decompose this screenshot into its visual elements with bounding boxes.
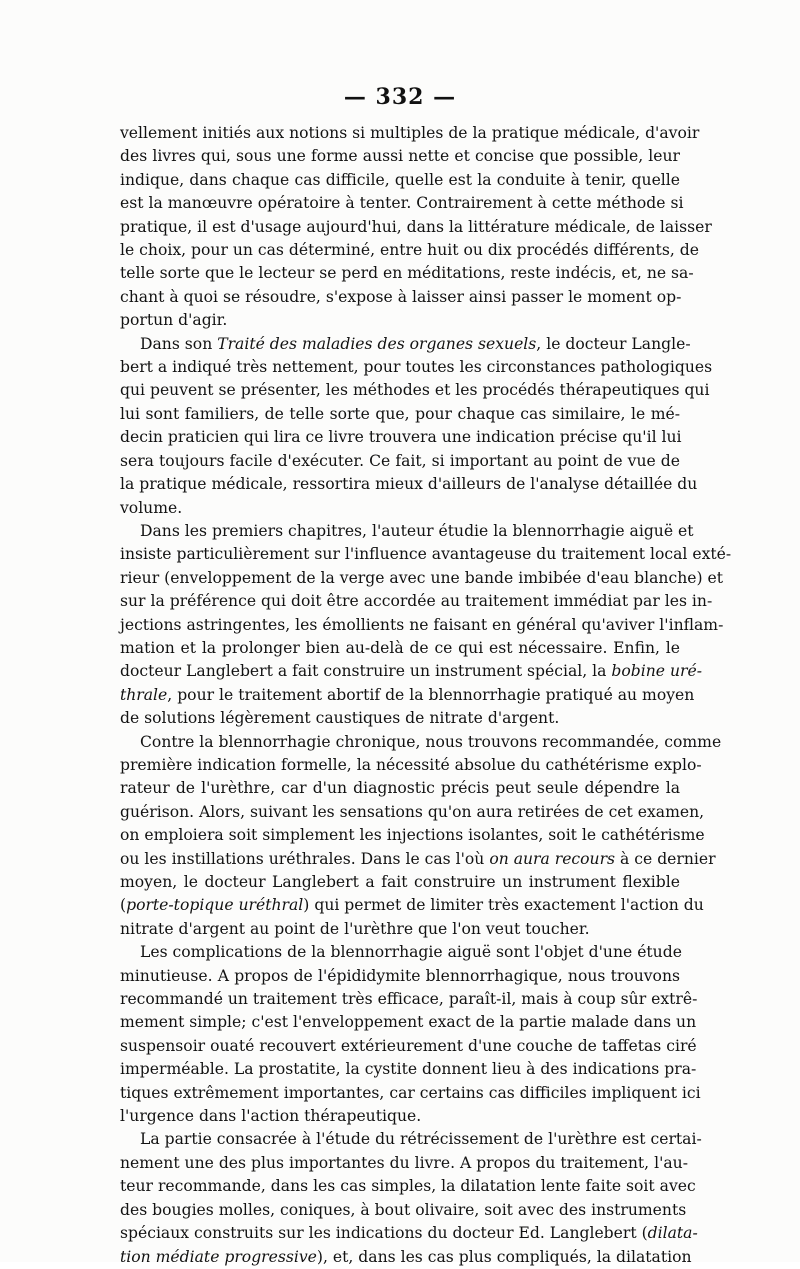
text-line: insiste particulièrement sur l'influence avantageuse du traitement local exté- bbox=[120, 545, 732, 564]
text-line: sera toujours facile d'exécuter. Ce fait, si important au point de vue de bbox=[120, 451, 680, 470]
text-line: moyen, le docteur Langlebert a fait construire un instrument flexible bbox=[120, 873, 680, 891]
text-line: recommandé un traitement très efficace, paraît-il, mais à coup sûr extrê- bbox=[120, 990, 698, 1009]
text-line: nement une des plus importantes du livre. A propos du traitement, l'au- bbox=[120, 1153, 688, 1172]
italic-title: Traité des maladies des organes sexuels bbox=[217, 334, 537, 353]
italic-title: porte-topique uréthral bbox=[126, 896, 304, 915]
text-line: portun d'agir. bbox=[120, 311, 228, 330]
text-line: rieur (enveloppement de la verge avec une bande imbibée d'eau blanche) et bbox=[120, 568, 724, 587]
text-line: rateur de l'urèthre, car d'un diagnostic précis peut seule dépendre la bbox=[120, 779, 680, 798]
text-line: nitrate d'argent au point de l'urèthre que l'on veut toucher. bbox=[120, 919, 590, 938]
text-line: teur recommande, dans les cas simples, la dilatation lente faite soit avec bbox=[120, 1177, 696, 1196]
text-line: Dans son Traité des maladies des organes sexuels, le docteur Langle- bbox=[140, 334, 691, 353]
text-line: Les complications de la blennorrhagie aiguë sont l'objet d'une étude bbox=[140, 943, 682, 962]
text-line: suspensoir ouaté recouvert extérieurement d'une couche de taffetas ciré bbox=[120, 1036, 697, 1055]
text-line: l'urgence dans l'action thérapeutique. bbox=[120, 1107, 422, 1126]
text-line: imperméable. La prostatite, la cystite donnent lieu à des indications pra- bbox=[120, 1060, 697, 1079]
text-line: mement simple; c'est l'enveloppement exact de la partie malade dans un bbox=[120, 1013, 697, 1032]
text-line: bert a indiqué très nettement, pour toutes les circonstances pathologiques bbox=[120, 358, 713, 377]
text-line: decin praticien qui lira ce livre trouvera une indication précise qu'il lui bbox=[120, 428, 682, 447]
italic-title: bobine uré- bbox=[611, 662, 702, 681]
italic-title: tion médiate progressive bbox=[120, 1247, 317, 1266]
text-line: est la manœuvre opératoire à tenter. Contrairement à cette méthode si bbox=[120, 194, 684, 213]
page-number: — 332 — bbox=[343, 84, 457, 110]
text-line: mation et la prolonger bien au-delà de ce qui est nécessaire. Enfin, le bbox=[120, 638, 680, 657]
text-line: thrale, pour le traitement abortif de la blennorrhagie pratiqué au moyen bbox=[120, 685, 695, 704]
text-line: le choix, pour un cas déterminé, entre huit ou dix procédés différents, de bbox=[120, 241, 699, 260]
text-line: pratique, il est d'usage aujourd'hui, dans la littérature médicale, de laisser bbox=[120, 217, 712, 236]
text-line: des livres qui, sous une forme aussi nette et concise que possible, leur bbox=[120, 147, 680, 166]
italic-title: thrale bbox=[120, 685, 168, 704]
text-line: spéciaux construits sur les indications du docteur Ed. Langlebert (dilata- bbox=[120, 1224, 698, 1243]
italic-title: dilata- bbox=[647, 1224, 698, 1243]
text-line: première indication formelle, la nécessité absolue du cathétérisme explo- bbox=[120, 755, 702, 774]
text-line: tiques extrêmement importantes, car certains cas difficiles impliquent ici bbox=[120, 1083, 701, 1102]
text-line: qui peuvent se présenter, les méthodes et les procédés thérapeutiques qui bbox=[120, 381, 710, 400]
text-line: Contre la blennorrhagie chronique, nous trouvons recommandée, comme bbox=[140, 732, 722, 751]
text-line: chant à quoi se résoudre, s'expose à laisser ainsi passer le moment op- bbox=[120, 287, 682, 306]
text-line: lui sont familiers, de telle sorte que, pour chaque cas similaire, le mé- bbox=[120, 404, 680, 423]
text-line: jections astringentes, les émollients ne faisant en général qu'aviver l'inflam- bbox=[120, 615, 724, 634]
text-line: tion médiate progressive), et, dans les cas plus compliqués, la dilatation bbox=[120, 1247, 692, 1266]
text-line: docteur Langlebert a fait construire un instrument spécial, la bobine uré- bbox=[120, 662, 702, 681]
text-line: indique, dans chaque cas difficile, quelle est la conduite à tenir, quelle bbox=[120, 170, 680, 189]
text-line: guérison. Alors, suivant les sensations qu'on aura retirées de cet examen, bbox=[120, 802, 705, 821]
text-line: minutieuse. A propos de l'épididymite blennorrhagique, nous trouvons bbox=[120, 966, 680, 985]
text-line: des bougies molles, coniques, à bout olivaire, soit avec des instruments bbox=[120, 1200, 687, 1219]
text-line: on emploiera soit simplement les injections isolantes, soit le cathétérisme bbox=[120, 826, 705, 845]
text-line: sur la préférence qui doit être accordée au traitement immédiat par les in- bbox=[120, 592, 713, 611]
text-line: telle sorte que le lecteur se perd en méditations, reste indécis, et, ne sa- bbox=[120, 264, 694, 283]
text-line: volume. bbox=[120, 498, 183, 517]
body-text bbox=[120, 122, 732, 1269]
italic-title: on aura recours bbox=[489, 849, 616, 868]
text-line: la pratique médicale, ressortira mieux d'ailleurs de l'analyse détaillée du bbox=[120, 475, 698, 494]
text-line: de solutions légèrement caustiques de nitrate d'argent. bbox=[120, 709, 560, 728]
text-line: La partie consacrée à l'étude du rétrécissement de l'urèthre est certai- bbox=[140, 1130, 702, 1149]
text-line: (porte-topique uréthral) qui permet de limiter très exactement l'action du bbox=[120, 896, 704, 915]
text-line: ou les instillations uréthrales. Dans le cas l'où on aura recours à ce dernier bbox=[120, 849, 716, 868]
text-line: Dans les premiers chapitres, l'auteur étudie la blennorrhagie aiguë et bbox=[140, 521, 694, 540]
text-line: vellement initiés aux notions si multiples de la pratique médicale, d'avoir bbox=[120, 124, 700, 142]
